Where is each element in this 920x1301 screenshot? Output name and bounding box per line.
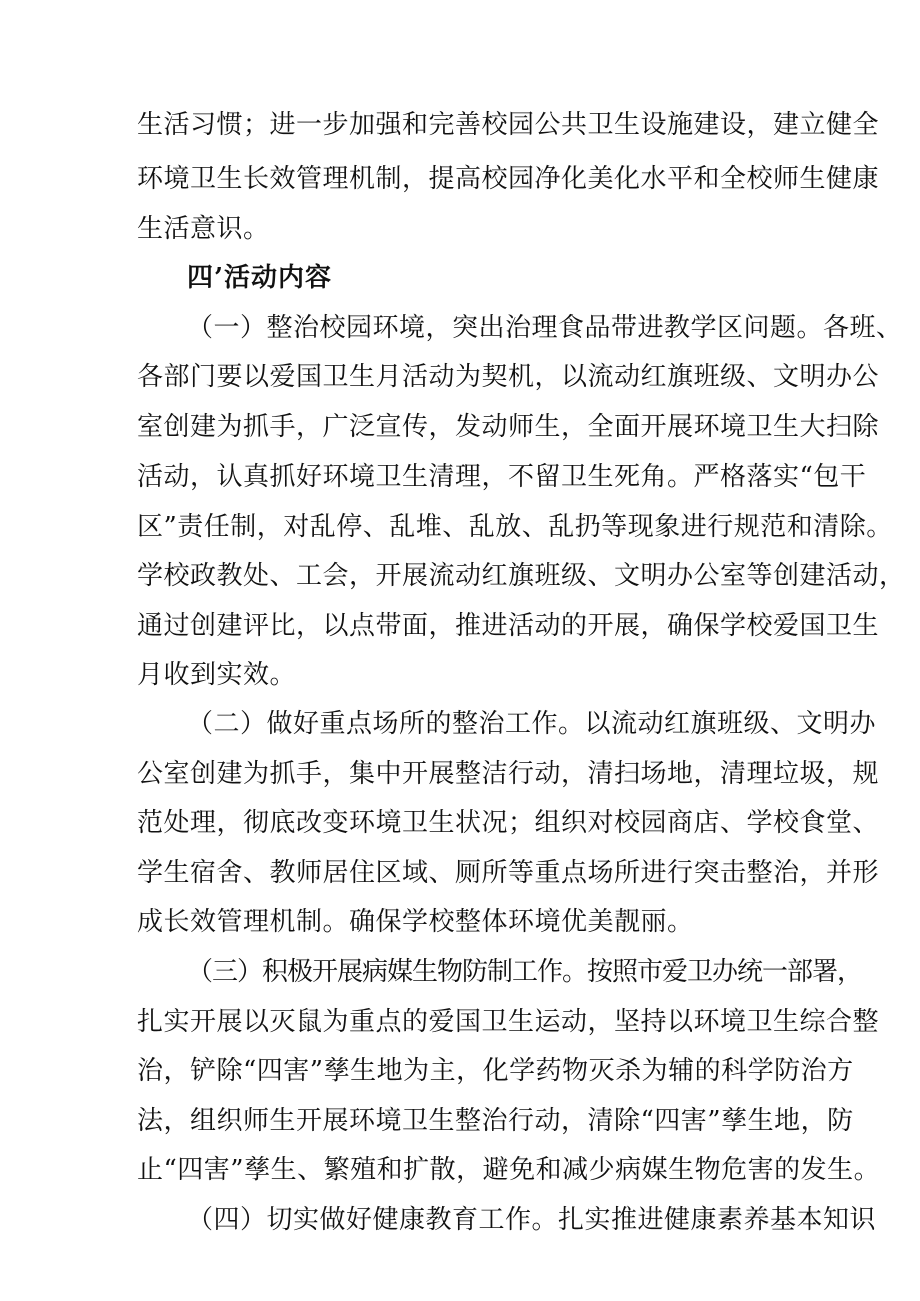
para1-line-4: 活动，认真抓好环境卫生清理，不留卫生死角。严格落实“包干	[137, 462, 867, 492]
para3-line-3: 治，铲除“四害”孳生地为主，化学药物灭杀为辅的科学防治方	[137, 1056, 854, 1086]
para1-line-5: 区”责任制，对乱停、乱堆、乱放、乱扔等现象进行规范和清除。	[137, 512, 893, 542]
para4-line-1: （四）切实做好健康教育工作。扎实推进健康素养基本知识	[187, 1205, 877, 1235]
para1-line-1: （一）整治校园环境，突出治理食品带进教学区问题。各班、	[187, 313, 903, 343]
intro-line-1: 生活习惯；进一步加强和完善校园公共卫生设施建设，建立健全	[137, 110, 880, 140]
para3-line-1: （三）积极开展病媒生物防制工作。按照市爱卫办统一部署，	[187, 957, 863, 987]
para3-line-2: 扎实开展以灭鼠为重点的爱国卫生运动，坚持以环境卫生综合整	[137, 1007, 880, 1037]
para1-line-8: 月收到实效。	[137, 660, 297, 690]
para2-line-1: （二）做好重点场所的整治工作。以流动红旗班级、文明办	[187, 709, 877, 739]
para2-line-5: 成长效管理机制。确保学校整体环境优美靓丽。	[137, 907, 694, 937]
para1-line-2: 各部门要以爱国卫生月活动为契机，以流动红旗班级、文明办公	[137, 362, 880, 392]
para1-line-6: 学校政教处、工会，开展流动红旗班级、文明办公室等创建活动，	[137, 561, 906, 591]
para2-line-2: 公室创建为抓手，集中开展整洁行动，清扫场地，清理垃圾，规	[137, 759, 880, 789]
para1-line-7: 通过创建评比，以点带面，推进活动的开展，确保学校爱国卫生	[137, 611, 880, 641]
para1-line-3: 室创建为抓手，广泛宣传，发动师生，全面开展环境卫生大扫除	[137, 412, 880, 442]
para3-line-4: 法，组织师生开展环境卫生整治行动，清除“四害”孳生地，防	[137, 1106, 854, 1136]
section-heading: 四’活动内容	[187, 263, 333, 293]
para2-line-4: 学生宿舍、教师居住区域、厕所等重点场所进行突击整治，并形	[137, 858, 880, 888]
intro-line-2: 环境卫生长效管理机制，提高校园净化美化水平和全校师生健康	[137, 164, 880, 194]
intro-line-3: 生活意识。	[137, 214, 270, 244]
para3-line-5: 止“四害”孳生、繁殖和扩散，避免和减少病媒生物危害的发生。	[137, 1155, 881, 1185]
para2-line-3: 范处理，彻底改变环境卫生状况；组织对校园商店、学校食堂、	[137, 808, 880, 838]
